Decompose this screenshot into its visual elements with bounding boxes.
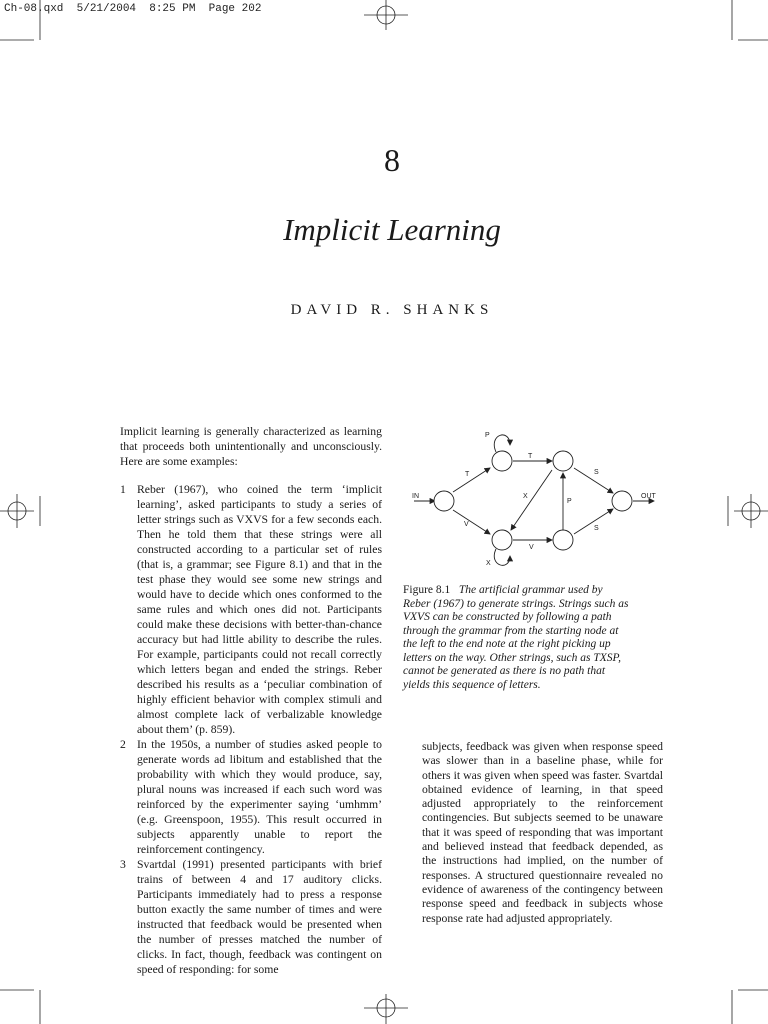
loop-p [494, 435, 510, 452]
list-item-text: In the 1950s, a number of studies asked people to generate words ad libitum and established that the probability with which they would produce, say, plural nouns was increased if each such word was reinforced by the experimenter saying ‘umhmm’ (e.g. Greenspoon, 1955). This result occurred in subjects apparently unable to report the reinforcement contingency. [137, 738, 382, 856]
label-v-left: V [464, 521, 469, 528]
chapter-author: DAVID R. SHANKS [290, 302, 494, 318]
right-column [422, 740, 663, 926]
figure-caption-label: Figure 8.1 [403, 584, 451, 596]
chapter-title: Implicit Learning [283, 212, 501, 247]
intro-paragraph: Implicit learning is generally characterized as learning that proceeds both unintentionally and unconsciously. Here are some examples: [120, 425, 382, 468]
label-v-bottom: V [529, 544, 534, 551]
list-item [120, 857, 382, 977]
label-t-left: T [465, 471, 470, 478]
label-s-lower: S [594, 525, 599, 532]
node-upper-2 [553, 451, 573, 471]
list-item-number: 1 [120, 483, 126, 496]
label-p-mid: P [567, 498, 572, 505]
list-item-text: Reber (1967), who coined the term ‘implicit learning’, asked participants to study a series of letter strings such as VXVS for a few seconds each. Then he told them that these strings were all constructed according to a particular set of rules (that is, a grammar; see Figure 8.1) and that in the test phase they would see some new strings and would have to decide which ones conformed to the same rules and which ones did not. Participants could make these decisions with better-than-chance accuracy but had little ability to describe the rules. For example, participants could not recall correctly which letters began and ended the strings. Reber described his results as a ‘peculiar combination of highly efficient behavior with complex stimuli and almost complete lack of verbalizable knowledge about them’ (p. 859). [137, 483, 382, 736]
list-item [120, 737, 382, 857]
node-upper-1 [492, 451, 512, 471]
figure-caption-text: The artificial grammar used by Reber (1967) to generate strings. Strings such as VXVS can be constructed by following a path through the grammar from the starting node at the left to the end note at the right picking up letters on the way. Other strings, such as TXSP, cannot be generated as there is no path that yields this sequence of letters. [403, 584, 629, 691]
left-column [120, 424, 382, 977]
edge-v-down [453, 510, 490, 534]
list-item [120, 482, 382, 737]
edge-x-cross [511, 470, 552, 530]
grammar-diagram [402, 420, 672, 580]
list-item-text: Svartdal (1991) presented participants with brief trains of between 4 and 17 auditory clicks. Participants immediately had to press a response button exactly the same number of times and were instructed that feedback would be presented when the number of presses matched the number of clicks. In fact, though, feedback was contingent on speed of responding: for some [137, 858, 382, 976]
node-start [434, 491, 454, 511]
list-item-number: 2 [120, 738, 126, 751]
label-t-top: T [528, 453, 533, 460]
label-p-loop: P [485, 432, 490, 439]
label-out: OUT [641, 493, 656, 500]
continuation-paragraph: subjects, feedback was given when response speed was slower than in a baseline phase, while for others it was given when speed was faster. Svartdal obtained evidence of learning, in that speed adjusted appropriately to the reinforcement contingencies. But subjects seemed to be unaware that it was speed of responding that was important and believed instead that feedback depended, as the instructions had implied, on the number of responses. A structured questionnaire revealed no evidence of awareness of the contingency between response speed and feedback in subjects whose response rate had adjusted appropriately. [422, 740, 663, 925]
label-s-upper: S [594, 469, 599, 476]
loop-x [494, 549, 510, 565]
label-in: IN [412, 493, 419, 500]
print-slug: Ch-08.qxd 5/21/2004 8:25 PM Page 202 [4, 3, 262, 15]
label-x-loop: X [486, 560, 491, 567]
list-item-number: 3 [120, 858, 126, 871]
figure-caption [403, 584, 629, 692]
examples-list [120, 482, 382, 977]
chapter-number: 8 [384, 142, 400, 178]
node-lower-2 [553, 530, 573, 550]
node-end [612, 491, 632, 511]
node-lower-1 [492, 530, 512, 550]
label-x-mid: X [523, 493, 528, 500]
edge-t-up [453, 468, 490, 492]
